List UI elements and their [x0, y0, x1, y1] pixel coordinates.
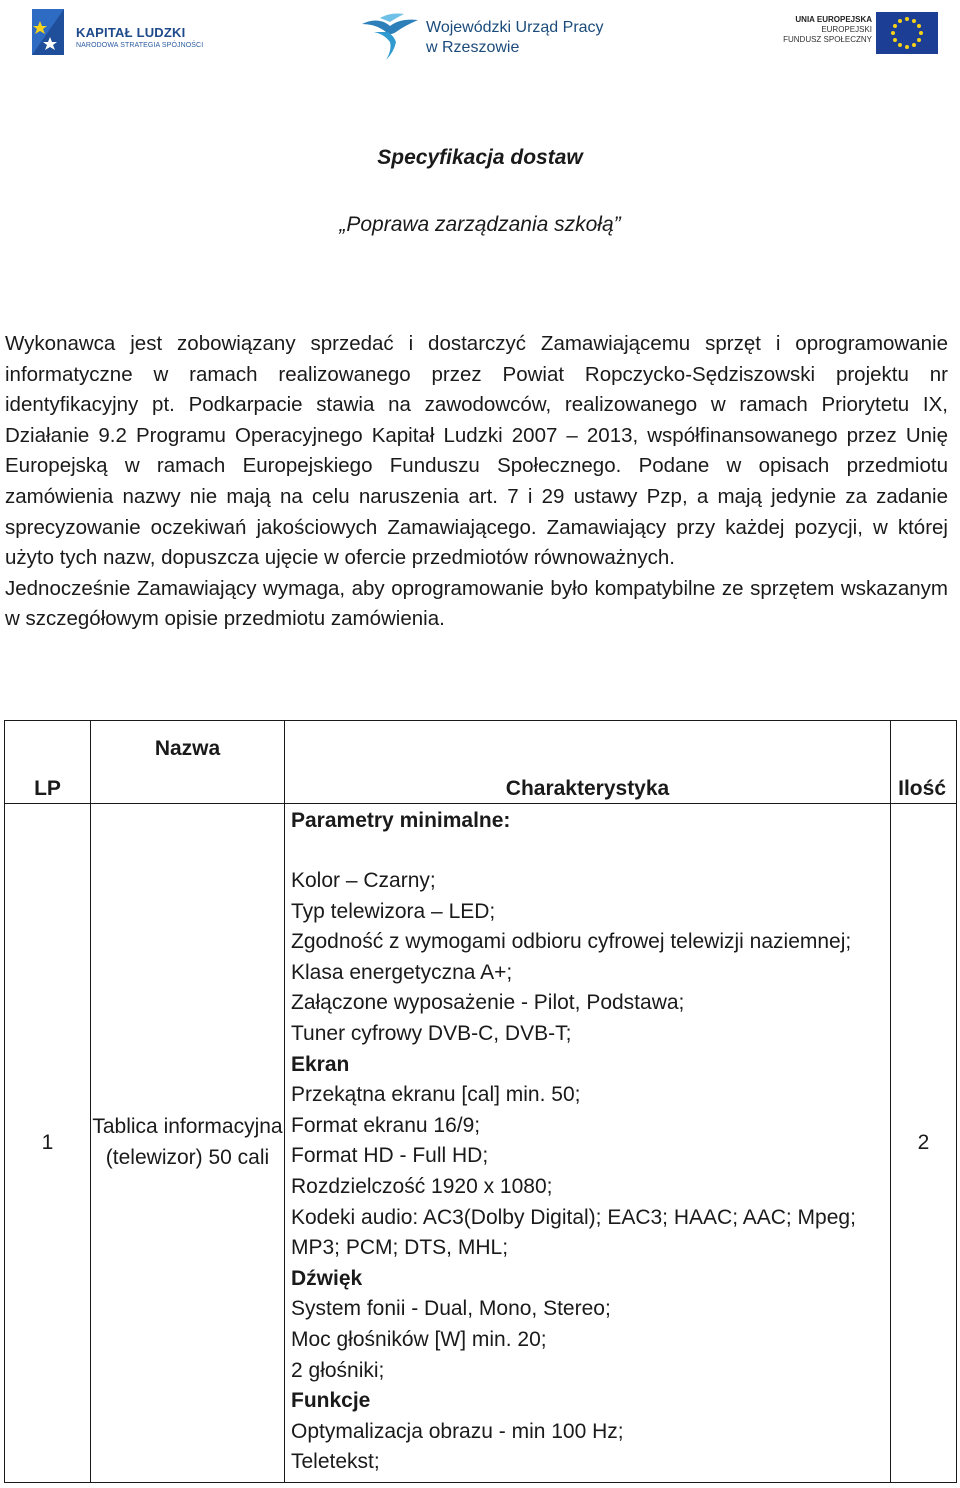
document-subtitle: „Poprawa zarządzania szkołą”	[339, 213, 621, 236]
header-logos	[0, 0, 960, 70]
eu-line1: UNIA EUROPEJSKA	[795, 15, 872, 24]
intro-paragraph-1: Wykonawca jest zobowiązany sprzedać i dostarczyć Zamawiającemu sprzęt i oprogramowanie informatyczne w ramach realizowanego przez Powiat Ropczycko-Sędziszowski projektu nr identyfikacyjny pt. Podkarpacie stawia na zawodowców, realizowanego w ramach Priorytetu IX, Działanie 9.2 Programu Operacyjnego Kapitał Ludzki 2007 – 2013, współfinansowanego przez Unię Europejską w ramach Europejskiego Funduszu Społecznego. Podane w opisach przedmiotu zamówienia nazwy nie mają na celu naruszenia art. 7 i 29 ustawy Pzp, a mają jedynie za zadanie sprecyzowanie oczekiwań jakościowych Zamawiającego. Zamawiający przy każdej pozycji, w której użyto tych nazw, dopuszcza ujęcie w ofercie przedmiotów równoważnych.	[5, 332, 948, 570]
kapital-ludzki-subtitle: NARODOWA STRATEGIA SPÓJNOŚCI	[76, 42, 204, 49]
wup-rzeszow-logo	[360, 10, 620, 62]
spec-table	[4, 720, 957, 1483]
header-charakterystyka: Charakterystyka	[285, 721, 891, 804]
wup-bird-icon	[360, 10, 422, 62]
intro-text	[5, 329, 948, 635]
spec-item: System fonii - Dual, Mono, Stereo;	[291, 1297, 611, 1321]
kapital-ludzki-logo	[30, 7, 204, 59]
row-characteristics	[285, 804, 891, 1483]
kapital-ludzki-emblem-icon	[30, 7, 70, 59]
spec-item: Klasa energetyczna A+;	[291, 960, 513, 984]
document-title: Specyfikacja dostaw	[377, 146, 583, 169]
eu-line3: FUNDUSZ SPOŁECZNY	[783, 35, 872, 44]
header-nazwa: Nazwa	[91, 721, 285, 804]
spec-item: 2 głośniki;	[291, 1358, 385, 1382]
spec-item: Format ekranu 16/9;	[291, 1113, 481, 1137]
spec-item: Teletekst;	[291, 1450, 380, 1474]
spec-item: Rozdzielczość 1920 x 1080;	[291, 1174, 553, 1198]
header-lp: LP	[5, 721, 91, 804]
kapital-ludzki-title: KAPITAŁ LUDZKI	[76, 25, 186, 40]
header-ilosc: Ilość	[891, 721, 957, 804]
spec-item: Tuner cyfrowy DVB-C, DVB-T;	[291, 1021, 572, 1045]
spec-item: Załączone wyposażenie - Pilot, Podstawa;	[291, 991, 685, 1015]
row-ilosc: 2	[891, 804, 957, 1483]
table-header-row	[5, 721, 957, 804]
intro-paragraph-2: Jednocześnie Zamawiający wymaga, aby oprogramowanie było kompatybilne ze sprzętem wskazanym w szczegółowym opisie przedmiotu zamówienia.	[5, 576, 948, 631]
eu-line2: EUROPEJSKI	[821, 25, 872, 34]
spec-item: Kolor – Czarny;	[291, 869, 436, 892]
wup-line2: w Rzeszowie	[426, 39, 520, 56]
spec-item: Optymalizacja obrazu - min 100 Hz;	[291, 1419, 624, 1443]
spec-item: Moc głośników [W] min. 20;	[291, 1327, 547, 1351]
wup-line1: Wojewódzki Urząd Pracy	[426, 19, 604, 36]
spec-list	[291, 866, 884, 1478]
table-row	[5, 804, 957, 1483]
row-name: Tablica informacyjna (telewizor) 50 cali	[91, 804, 285, 1483]
spec-item: Funkcje	[291, 1389, 371, 1413]
spec-item: Przekątna ekranu [cal] min. 50;	[291, 1083, 581, 1107]
eu-efs-logo	[782, 12, 938, 54]
spec-item: Zgodność z wymogami odbioru cyfrowej telewizji naziemnej;	[291, 930, 852, 954]
spec-item: Format HD - Full HD;	[291, 1144, 489, 1168]
eu-text-block	[783, 15, 872, 45]
row-lp: 1	[5, 804, 91, 1483]
spec-item: Kodeki audio: AC3(Dolby Digital); EAC3; HAAC; AAC; Mpeg; MP3; PCM; DTS, MHL;	[291, 1205, 856, 1260]
spec-item: Ekran	[291, 1052, 350, 1076]
eu-flag-icon	[876, 12, 938, 54]
spec-item: Dźwięk	[291, 1266, 363, 1290]
spec-item: Typ telewizora – LED;	[291, 899, 496, 923]
params-title: Parametry minimalne:	[291, 809, 511, 832]
